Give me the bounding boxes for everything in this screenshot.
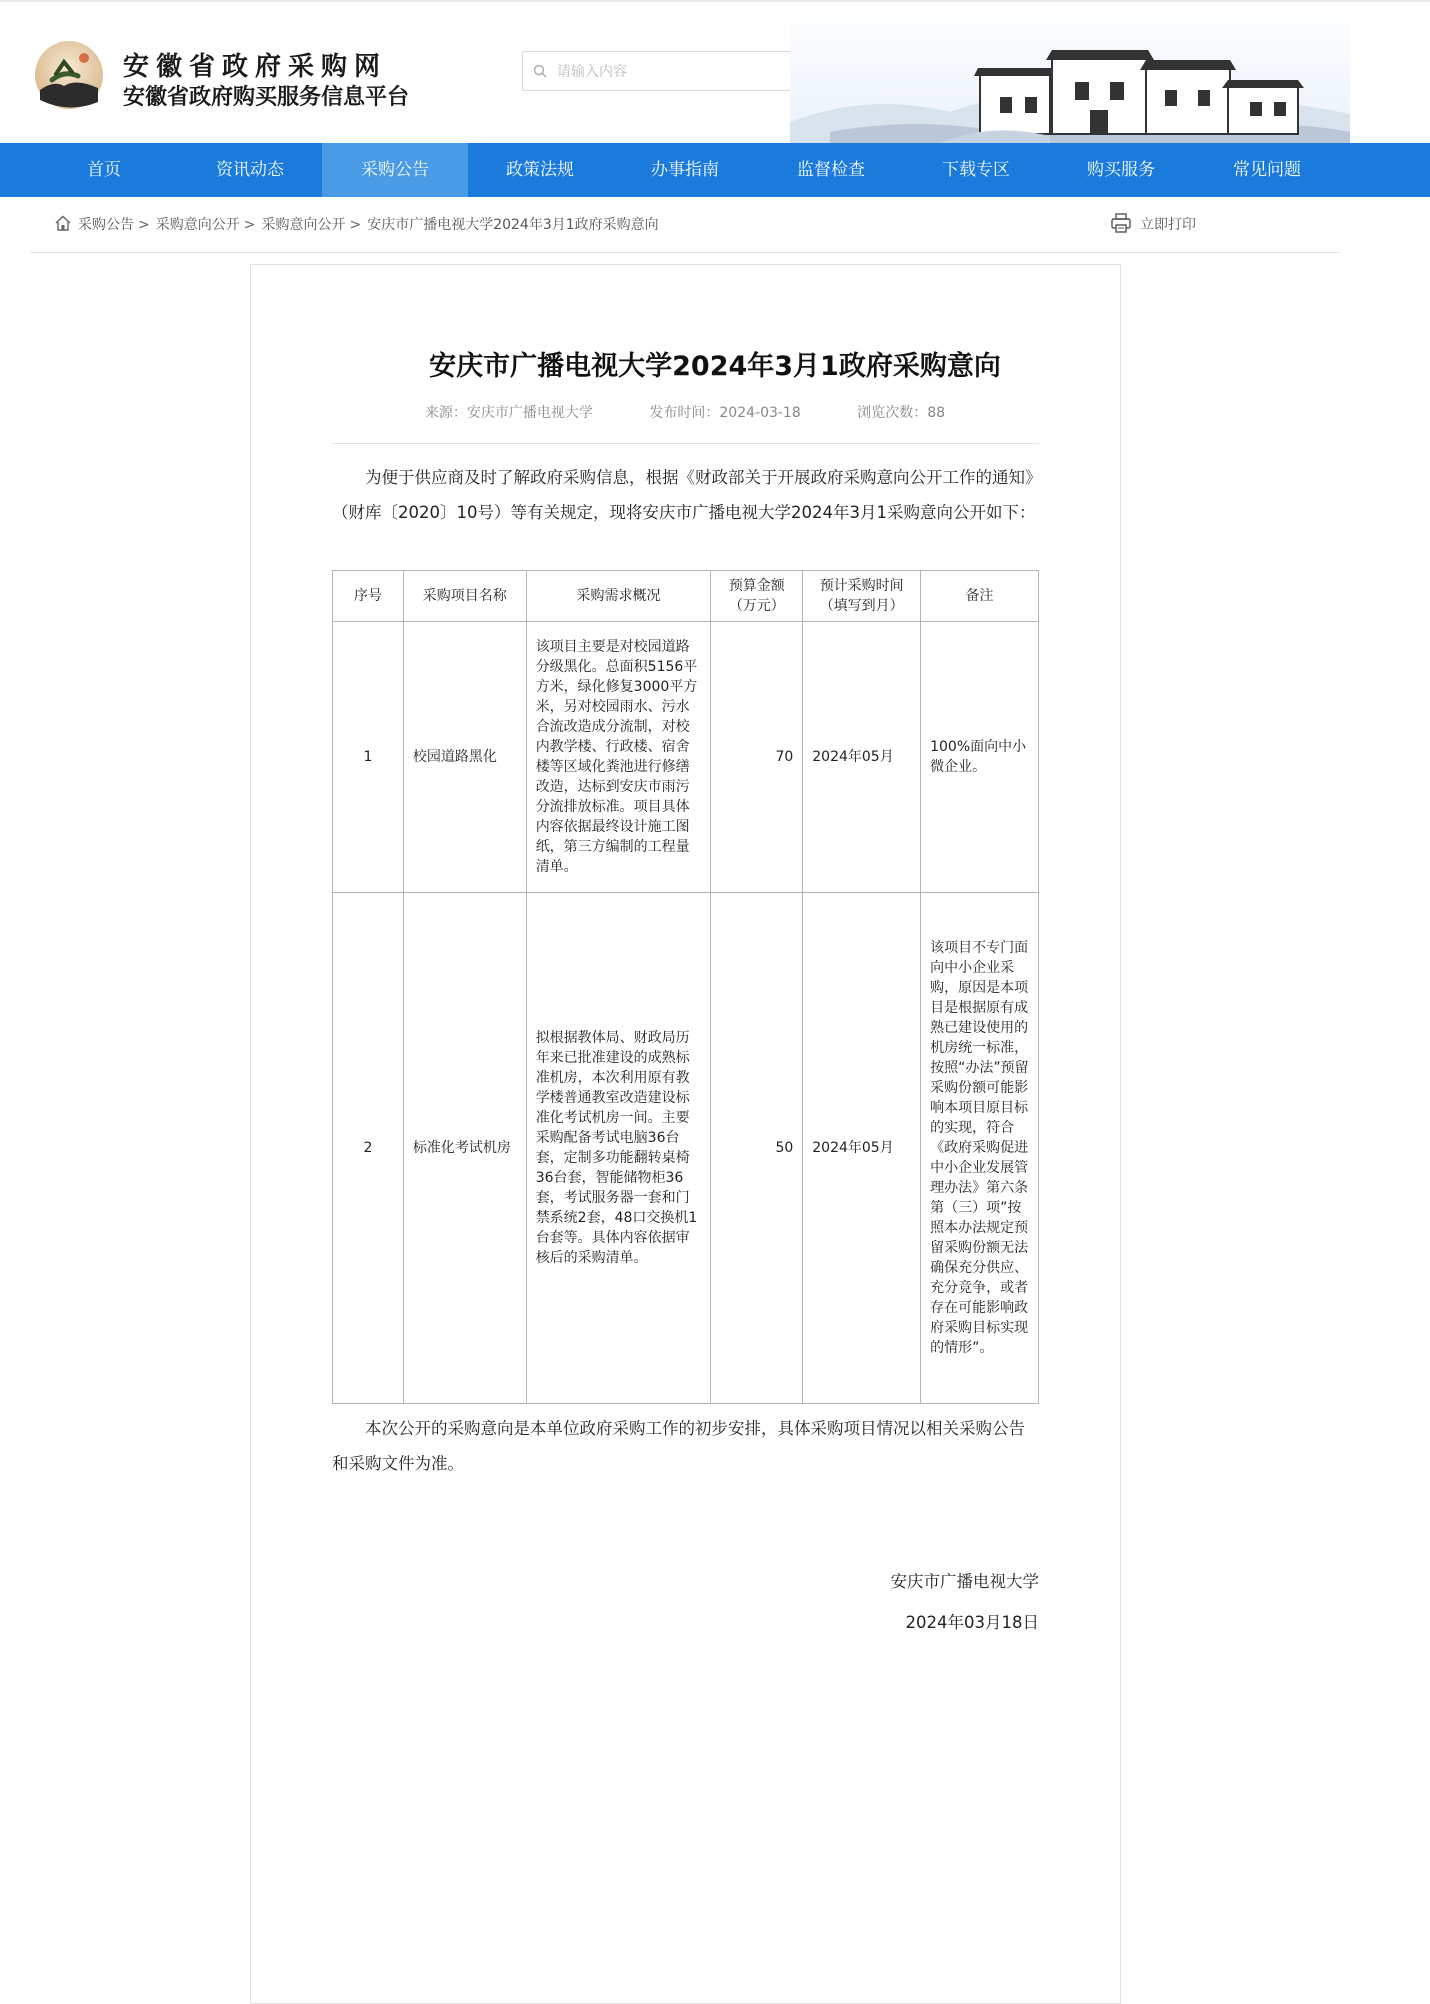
signature-date: 2024年03月18日 <box>905 1613 1039 1632</box>
procurement-table <box>332 570 1039 1404</box>
article-views: 浏览次数：88 <box>857 405 946 421</box>
closing-paragraph: 本次公开的采购意向是本单位政府采购工作的初步安排，具体采购项目情况以相关采购公告和采购文件为准。 <box>332 1419 1025 1473</box>
cell-budget: 70 <box>711 622 803 893</box>
nav-faq[interactable]: 常见问题 <box>1233 160 1301 180</box>
cell-requirements: 拟根据教体局、财政局历年来已批准建设的成熟标准机房，本次利用原有教学楼普通教室改造建设标准化考试机房一间。主要采购配备考试电脑36台套，定制多功能翻转桌椅36台套，智能储物柜36套，考试服务器一套和门禁系统2套，48口交换机1台套等。具体内容依据审核后的采购清单。 <box>526 893 711 1404</box>
breadcrumb-separator: > <box>243 217 256 233</box>
breadcrumb-item[interactable]: 采购公告 <box>78 217 134 233</box>
cell-project-name: 校园道路黑化 <box>403 622 526 893</box>
nav-home[interactable]: 首页 <box>87 160 121 180</box>
nav-news[interactable]: 资讯动态 <box>216 160 284 180</box>
column-header: 备注 <box>921 571 1039 622</box>
breadcrumb-separator: > <box>138 217 150 233</box>
signature-organization: 安庆市广播电视大学 <box>890 1572 1039 1591</box>
site-logo[interactable] <box>34 40 104 110</box>
print-button[interactable] <box>1110 210 1196 240</box>
print-label: 立即打印 <box>1140 217 1196 233</box>
column-header: 序号 <box>333 571 404 622</box>
breadcrumb-separator: > <box>349 217 362 233</box>
cell-note: 100%面向中小微企业。 <box>921 622 1039 893</box>
site-header <box>0 2 1430 143</box>
breadcrumb-current: 安庆市广播电视大学2024年3月1政府采购意向 <box>367 217 659 233</box>
article-title: 安庆市广播电视大学2024年3月1政府采购意向 <box>429 351 1001 382</box>
divider <box>30 252 1340 253</box>
nav-downloads[interactable]: 下载专区 <box>942 160 1010 180</box>
cell-no: 2 <box>333 893 404 1404</box>
home-icon[interactable] <box>54 214 72 232</box>
cell-budget: 50 <box>711 893 803 1404</box>
cell-requirements: 该项目主要是对校园道路分级黑化。总面积5156平方米，绿化修复3000平方米，另对校园雨水、污水合流改造成分流制，对校内教学楼、行政楼、宿舍楼等区域化粪池进行修缮改造，达标到安庆市雨污分流排放标准。项目具体内容依据最终设计施工图纸，第三方编制的工程量清单。 <box>526 622 711 893</box>
nav-procurement-notice[interactable]: 采购公告 <box>322 143 468 197</box>
column-header: 采购需求概况 <box>526 571 711 622</box>
site-title: 安徽省政府采购网 <box>123 52 388 82</box>
hui-architecture-illustration <box>790 2 1350 143</box>
nav-guide[interactable]: 办事指南 <box>651 160 719 180</box>
article-meta <box>0 402 1370 422</box>
table-row <box>333 893 1039 1404</box>
article-publish-time: 发布时间：2024-03-18 <box>649 405 801 421</box>
printer-icon <box>1110 212 1132 234</box>
table-row <box>333 622 1039 893</box>
column-header: 采购项目名称 <box>403 571 526 622</box>
cell-no: 1 <box>333 622 404 893</box>
cell-expected-time: 2024年05月 <box>803 622 921 893</box>
nav-purchase-services[interactable]: 购买服务 <box>1087 160 1155 180</box>
site-subtitle: 安徽省政府购买服务信息平台 <box>123 85 410 110</box>
breadcrumb <box>54 210 659 240</box>
column-header: 预计采购时间（填写到月） <box>803 571 921 622</box>
breadcrumb-item[interactable]: 采购意向公开 <box>155 217 240 233</box>
breadcrumb-item[interactable]: 采购意向公开 <box>261 217 346 233</box>
cell-project-name: 标准化考试机房 <box>403 893 526 1404</box>
divider <box>332 443 1039 444</box>
table-header-row <box>333 571 1039 622</box>
article-source: 来源：安庆市广播电视大学 <box>424 405 593 421</box>
cell-note: 该项目不专门面向中小企业采购，原因是本项目是根据原有成熟已建设使用的机房统一标准，按照“办法”预留采购份额可能影响本项目原目标的实现，符合《政府采购促进中小企业发展管理办法》第六条第（三）项”按照本办法规定预留采购份额无法确保充分供应、充分竞争，或者存在可能影响政府采购目标实现的情形”。 <box>921 893 1039 1404</box>
cell-expected-time: 2024年05月 <box>803 893 921 1404</box>
column-header: 预算金额（万元） <box>711 571 803 622</box>
main-nav <box>0 143 1430 197</box>
intro-paragraph: 为便于供应商及时了解政府采购信息，根据《财政部关于开展政府采购意向公开工作的通知》（财库〔2020〕10号）等有关规定，现将安庆市广播电视大学2024年3月1采购意向公开如下： <box>332 468 1036 522</box>
nav-supervision[interactable]: 监督检查 <box>797 160 865 180</box>
nav-policy[interactable]: 政策法规 <box>506 160 574 180</box>
search-icon <box>533 64 547 78</box>
